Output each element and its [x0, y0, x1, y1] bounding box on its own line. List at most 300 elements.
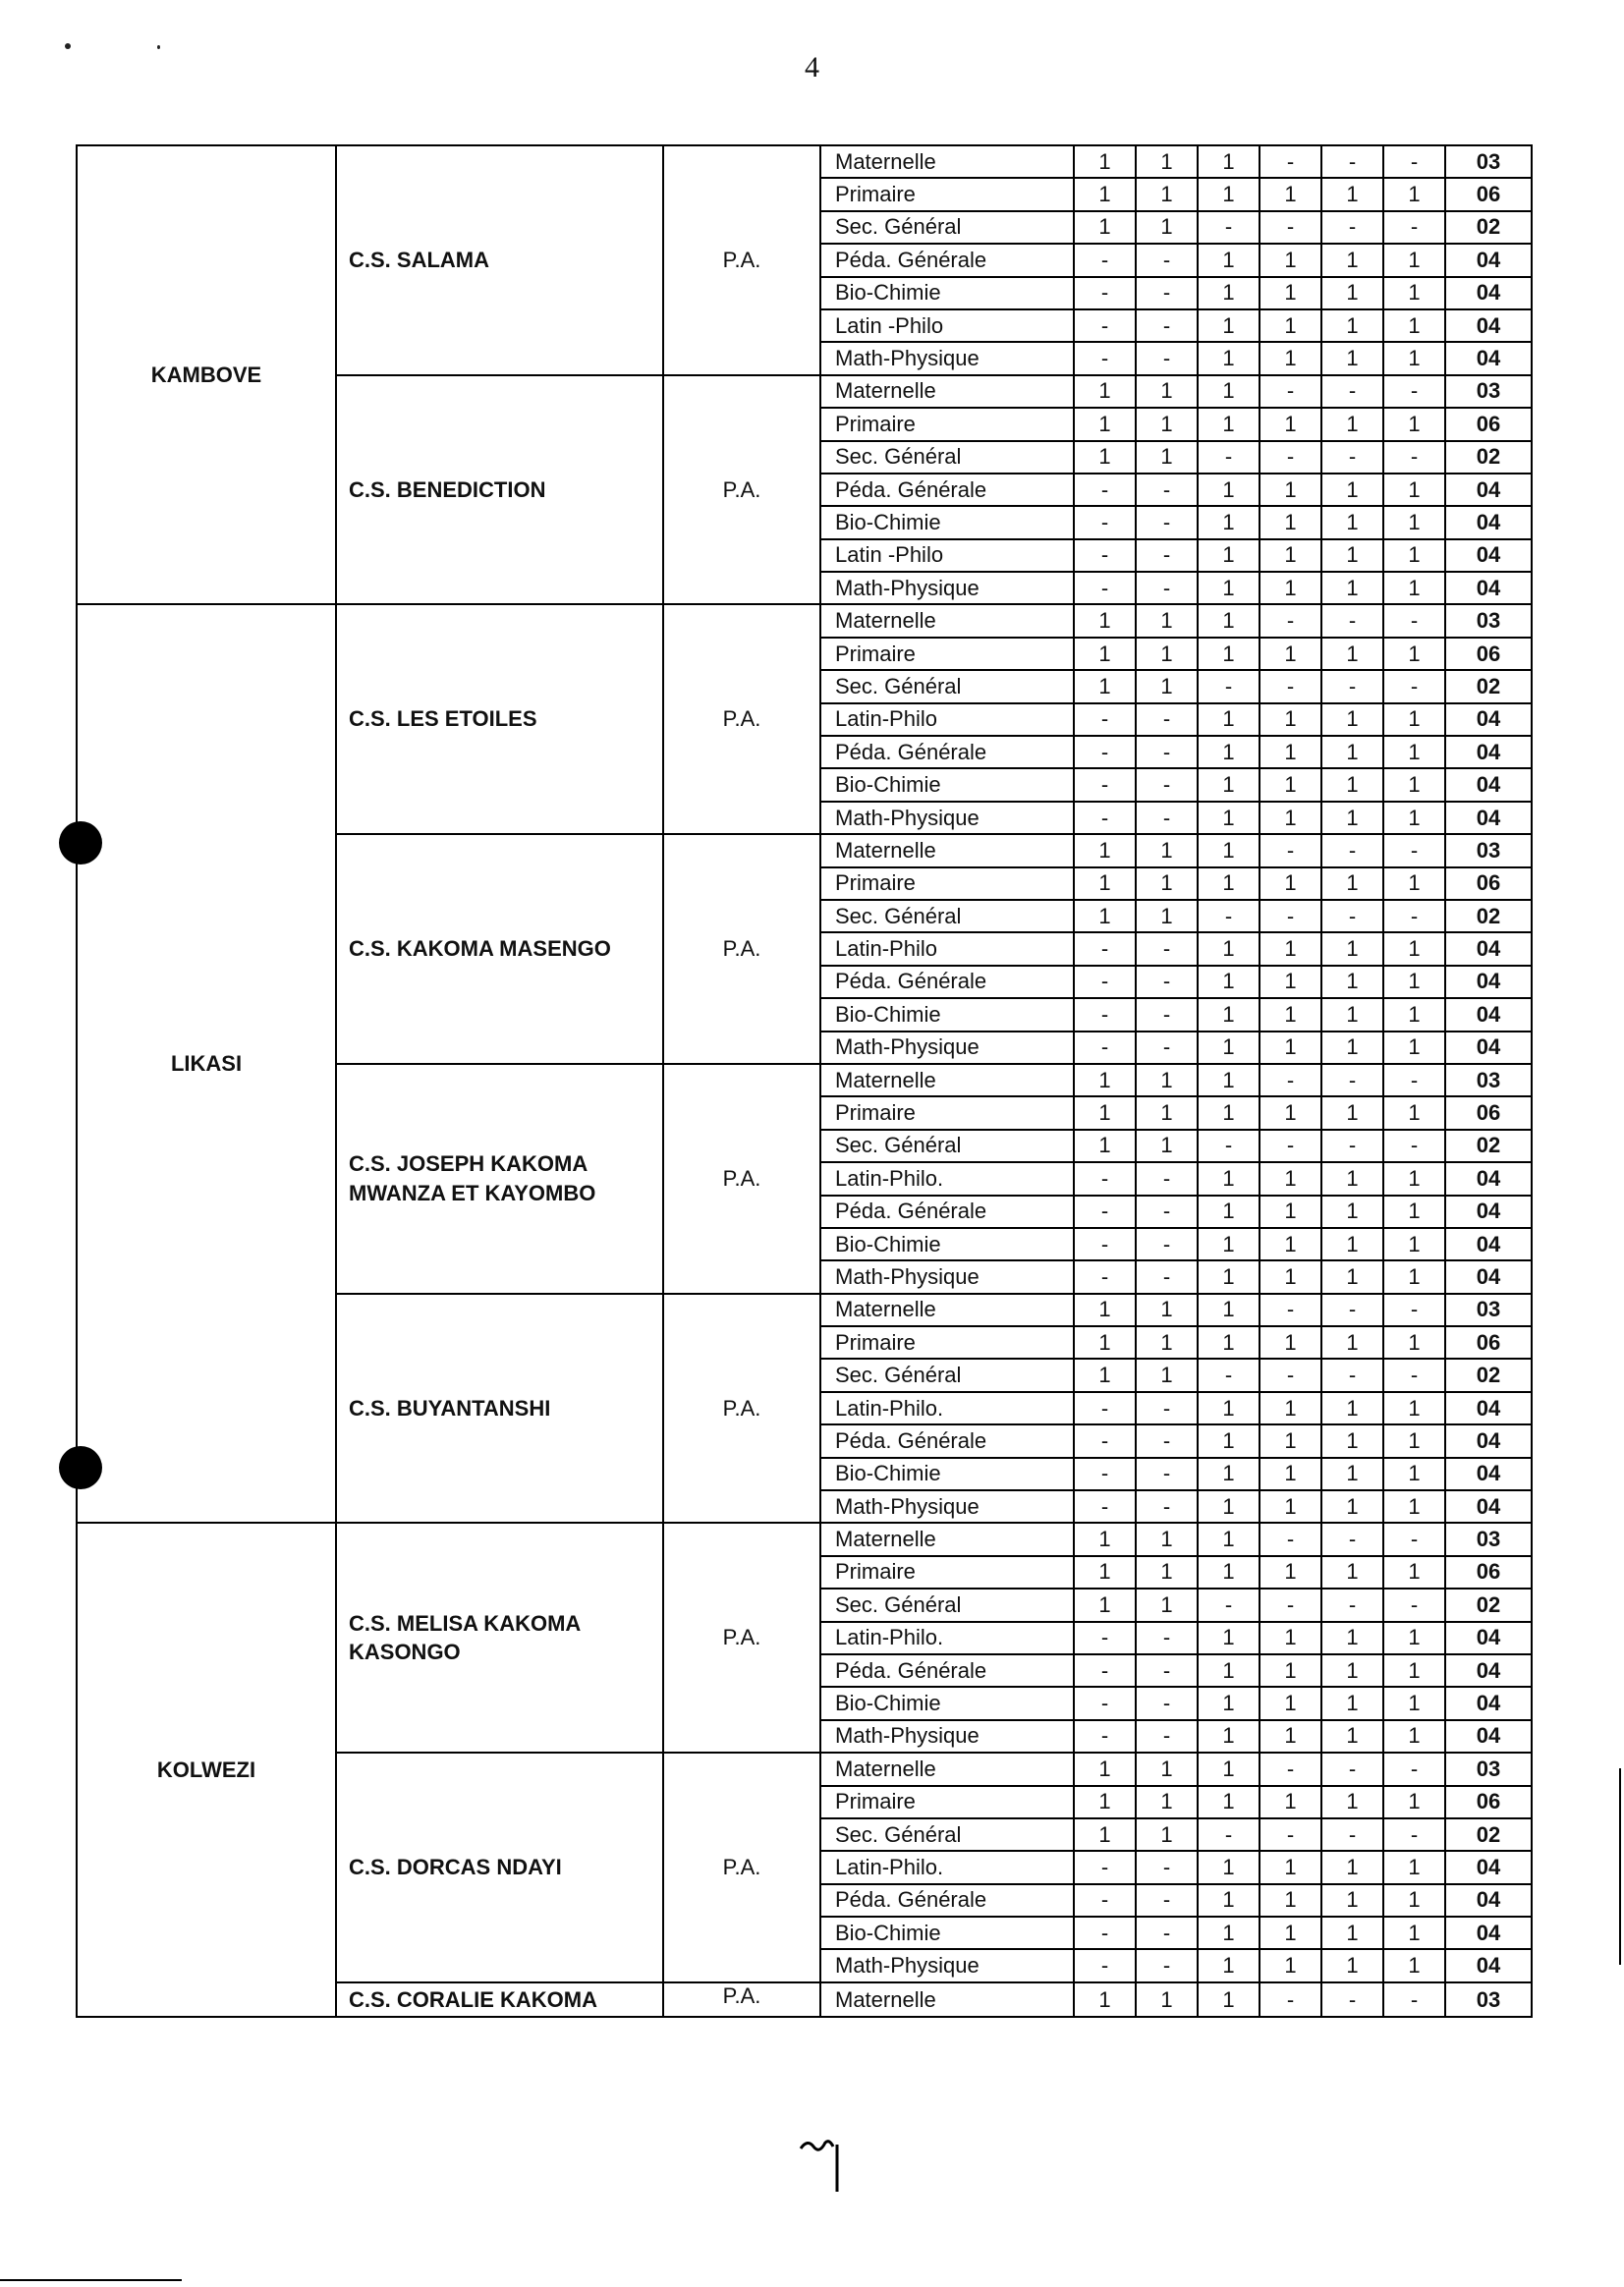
year-count-cell: 1 [1260, 1392, 1321, 1424]
year-count-cell: - [1321, 1589, 1383, 1621]
year-count-cell: - [1260, 670, 1321, 702]
total-cell: 04 [1445, 1162, 1532, 1195]
year-count-cell: 1 [1198, 1982, 1260, 2017]
school-name: C.S. CORALIE KAKOMA [349, 1986, 597, 2012]
total-cell: 04 [1445, 736, 1532, 768]
year-count-cell: - [1136, 1720, 1198, 1753]
total-cell: 02 [1445, 1589, 1532, 1621]
year-count-cell: 1 [1198, 1294, 1260, 1326]
year-count-cell: 1 [1074, 1786, 1136, 1818]
year-count-cell: 1 [1074, 1359, 1136, 1391]
section-label: Sec. Général [820, 900, 1074, 932]
section-label: Maternelle [820, 604, 1074, 637]
total-cell: 04 [1445, 474, 1532, 506]
year-count-cell: - [1198, 441, 1260, 474]
total-cell: 02 [1445, 1818, 1532, 1851]
school-name-cell [336, 1294, 663, 1524]
year-count-cell: 1 [1260, 1654, 1321, 1687]
year-count-cell: 1 [1321, 1622, 1383, 1654]
total-cell: 04 [1445, 932, 1532, 965]
year-count-cell: - [1074, 1392, 1136, 1424]
school-name: C.S. MELISA KAKOMA KASONGO [349, 1610, 581, 1665]
section-label: Math-Physique [820, 342, 1074, 374]
year-count-cell: 1 [1198, 474, 1260, 506]
section-label: Math-Physique [820, 1949, 1074, 1981]
section-label: Math-Physique [820, 802, 1074, 834]
year-count-cell: - [1074, 309, 1136, 342]
year-count-cell: 1 [1136, 1786, 1198, 1818]
year-count-cell: 1 [1321, 1096, 1383, 1129]
year-count-cell: 1 [1198, 1753, 1260, 1785]
year-count-cell: - [1074, 1884, 1136, 1917]
year-count-cell: - [1074, 1917, 1136, 1949]
year-count-cell: 1 [1321, 342, 1383, 374]
section-label: Latin -Philo [820, 539, 1074, 572]
year-count-cell: - [1383, 604, 1445, 637]
section-label: Péda. Générale [820, 1196, 1074, 1228]
section-label: Péda. Générale [820, 474, 1074, 506]
year-count-cell: - [1321, 441, 1383, 474]
year-count-cell: 1 [1383, 1196, 1445, 1228]
year-count-cell: - [1260, 1818, 1321, 1851]
year-count-cell: - [1260, 1589, 1321, 1621]
year-count-cell: 1 [1074, 900, 1136, 932]
year-count-cell: - [1074, 1687, 1136, 1719]
year-count-cell: 1 [1074, 604, 1136, 637]
year-count-cell: 1 [1260, 178, 1321, 210]
year-count-cell: 1 [1074, 375, 1136, 408]
year-count-cell: 1 [1321, 1326, 1383, 1359]
year-count-cell: - [1136, 768, 1198, 801]
year-count-cell: 1 [1321, 178, 1383, 210]
year-count-cell: 1 [1321, 1162, 1383, 1195]
year-count-cell: 1 [1260, 1851, 1321, 1883]
year-count-cell: 1 [1198, 998, 1260, 1031]
school-name: C.S. DORCAS NDAYI [349, 1855, 562, 1880]
year-count-cell: 1 [1198, 638, 1260, 670]
year-count-cell: 1 [1383, 998, 1445, 1031]
section-label: Sec. Général [820, 670, 1074, 702]
year-count-cell: - [1136, 309, 1198, 342]
year-count-cell: - [1260, 1982, 1321, 2017]
section-label: Péda. Générale [820, 736, 1074, 768]
year-count-cell: - [1321, 1359, 1383, 1391]
year-count-cell: 1 [1260, 1720, 1321, 1753]
year-count-cell: 1 [1260, 309, 1321, 342]
city-cell: KAMBOVE [77, 145, 336, 604]
year-count-cell: - [1321, 1753, 1383, 1785]
year-count-cell: 1 [1136, 1064, 1198, 1096]
year-count-cell: - [1198, 1818, 1260, 1851]
year-count-cell: - [1136, 1490, 1198, 1523]
year-count-cell: 1 [1136, 375, 1198, 408]
year-count-cell: 1 [1198, 342, 1260, 374]
year-count-cell: 1 [1321, 1458, 1383, 1490]
year-count-cell: 1 [1074, 1523, 1136, 1555]
year-count-cell: 1 [1136, 1359, 1198, 1391]
year-count-cell: 1 [1260, 1228, 1321, 1260]
year-count-cell: 1 [1074, 145, 1136, 178]
status-cell: P.A. [663, 375, 820, 605]
year-count-cell: 1 [1383, 1032, 1445, 1064]
total-cell: 04 [1445, 1260, 1532, 1293]
year-count-cell: 1 [1383, 867, 1445, 900]
year-count-cell: 1 [1321, 1851, 1383, 1883]
year-count-cell: - [1260, 900, 1321, 932]
section-label: Primaire [820, 1786, 1074, 1818]
total-cell: 04 [1445, 998, 1532, 1031]
year-count-cell: 1 [1321, 244, 1383, 276]
year-count-cell: 1 [1260, 1260, 1321, 1293]
year-count-cell: 1 [1383, 1424, 1445, 1457]
section-label: Bio-Chimie [820, 1917, 1074, 1949]
year-count-cell: - [1136, 1917, 1198, 1949]
total-cell: 03 [1445, 1064, 1532, 1096]
year-count-cell: 1 [1074, 1818, 1136, 1851]
year-count-cell: 1 [1383, 506, 1445, 538]
total-cell: 06 [1445, 1326, 1532, 1359]
year-count-cell: - [1074, 1949, 1136, 1981]
year-count-cell: 1 [1074, 211, 1136, 244]
total-cell: 04 [1445, 572, 1532, 604]
year-count-cell: 1 [1383, 309, 1445, 342]
total-cell: 04 [1445, 309, 1532, 342]
school-name-cell [336, 1982, 663, 2017]
total-cell: 04 [1445, 1490, 1532, 1523]
year-count-cell: 1 [1383, 539, 1445, 572]
year-count-cell: - [1198, 1130, 1260, 1162]
section-label: Bio-Chimie [820, 506, 1074, 538]
year-count-cell: 1 [1198, 1196, 1260, 1228]
year-count-cell: 1 [1198, 1032, 1260, 1064]
year-count-cell: 1 [1321, 309, 1383, 342]
year-count-cell: - [1260, 375, 1321, 408]
section-label: Péda. Générale [820, 1884, 1074, 1917]
section-label: Maternelle [820, 1064, 1074, 1096]
section-label: Latin-Philo. [820, 1622, 1074, 1654]
year-count-cell: - [1383, 1523, 1445, 1555]
section-label: Sec. Général [820, 441, 1074, 474]
total-cell: 02 [1445, 900, 1532, 932]
section-label: Bio-Chimie [820, 998, 1074, 1031]
year-count-cell: 1 [1321, 474, 1383, 506]
year-count-cell: 1 [1198, 572, 1260, 604]
section-label: Maternelle [820, 145, 1074, 178]
page-number: 4 [805, 51, 819, 84]
year-count-cell: - [1321, 1130, 1383, 1162]
year-count-cell: - [1074, 572, 1136, 604]
year-count-cell: - [1074, 474, 1136, 506]
year-count-cell: 1 [1074, 1326, 1136, 1359]
year-count-cell: 1 [1198, 802, 1260, 834]
total-cell: 04 [1445, 1917, 1532, 1949]
year-count-cell: 1 [1260, 1162, 1321, 1195]
total-cell: 03 [1445, 604, 1532, 637]
section-label: Maternelle [820, 1523, 1074, 1555]
section-label: Maternelle [820, 1982, 1074, 2017]
total-cell: 04 [1445, 1032, 1532, 1064]
year-count-cell: 1 [1260, 802, 1321, 834]
year-count-cell: - [1136, 342, 1198, 374]
year-count-cell: 1 [1198, 1917, 1260, 1949]
year-count-cell: 1 [1383, 1458, 1445, 1490]
year-count-cell: - [1074, 1654, 1136, 1687]
footer-rule [0, 2279, 182, 2281]
total-cell: 02 [1445, 670, 1532, 702]
year-count-cell: 1 [1136, 1096, 1198, 1129]
year-count-cell: 1 [1321, 506, 1383, 538]
year-count-cell: 1 [1321, 1556, 1383, 1589]
section-label: Latin-Philo [820, 932, 1074, 965]
year-count-cell: - [1321, 211, 1383, 244]
section-label: Bio-Chimie [820, 768, 1074, 801]
year-count-cell: 1 [1136, 670, 1198, 702]
year-count-cell: 1 [1198, 375, 1260, 408]
status-cell: P.A. [663, 1523, 820, 1753]
year-count-cell: 1 [1321, 1949, 1383, 1981]
year-count-cell: - [1383, 670, 1445, 702]
year-count-cell: - [1383, 145, 1445, 178]
section-label: Primaire [820, 1326, 1074, 1359]
year-count-cell: - [1136, 1228, 1198, 1260]
year-count-cell: 1 [1198, 834, 1260, 866]
year-count-cell: - [1321, 145, 1383, 178]
year-count-cell: - [1074, 1622, 1136, 1654]
year-count-cell: 1 [1321, 867, 1383, 900]
schools-table-body [77, 145, 1532, 2017]
status-cell: P.A. [663, 1064, 820, 1294]
year-count-cell: - [1198, 900, 1260, 932]
year-count-cell: - [1136, 506, 1198, 538]
year-count-cell: 1 [1260, 506, 1321, 538]
year-count-cell: - [1260, 1359, 1321, 1391]
section-label: Primaire [820, 408, 1074, 440]
year-count-cell: 1 [1198, 1458, 1260, 1490]
total-cell: 04 [1445, 1720, 1532, 1753]
year-count-cell: 1 [1383, 802, 1445, 834]
year-count-cell: 1 [1260, 1687, 1321, 1719]
year-count-cell: 1 [1383, 1654, 1445, 1687]
year-count-cell: 1 [1383, 1228, 1445, 1260]
year-count-cell: 1 [1383, 572, 1445, 604]
section-label: Péda. Générale [820, 1654, 1074, 1687]
year-count-cell: - [1383, 1130, 1445, 1162]
section-label: Math-Physique [820, 1260, 1074, 1293]
section-label: Péda. Générale [820, 966, 1074, 998]
section-label: Maternelle [820, 834, 1074, 866]
year-count-cell: - [1383, 1359, 1445, 1391]
year-count-cell: - [1136, 572, 1198, 604]
year-count-cell: 1 [1260, 703, 1321, 736]
section-label: Math-Physique [820, 1720, 1074, 1753]
total-cell: 06 [1445, 1556, 1532, 1589]
year-count-cell: - [1198, 1589, 1260, 1621]
school-name: C.S. LES ETOILES [349, 706, 537, 732]
section-label: Sec. Général [820, 1818, 1074, 1851]
year-count-cell: 1 [1136, 900, 1198, 932]
year-count-cell: 1 [1074, 638, 1136, 670]
year-count-cell: - [1383, 1294, 1445, 1326]
year-count-cell: - [1383, 1753, 1445, 1785]
year-count-cell: 1 [1321, 1687, 1383, 1719]
total-cell: 06 [1445, 178, 1532, 210]
year-count-cell: 1 [1198, 145, 1260, 178]
year-count-cell: - [1260, 604, 1321, 637]
year-count-cell: - [1321, 1982, 1383, 2017]
year-count-cell: 1 [1383, 1949, 1445, 1981]
table-row [77, 145, 1532, 178]
year-count-cell: 1 [1136, 1130, 1198, 1162]
year-count-cell: 1 [1198, 1162, 1260, 1195]
section-label: Bio-Chimie [820, 277, 1074, 309]
year-count-cell: - [1074, 736, 1136, 768]
year-count-cell: 1 [1383, 932, 1445, 965]
year-count-cell: 1 [1321, 736, 1383, 768]
year-count-cell: 1 [1321, 1786, 1383, 1818]
year-count-cell: - [1260, 1130, 1321, 1162]
year-count-cell: 1 [1136, 1523, 1198, 1555]
year-count-cell: - [1136, 1949, 1198, 1981]
section-label: Math-Physique [820, 1032, 1074, 1064]
year-count-cell: - [1074, 244, 1136, 276]
school-name-cell [336, 604, 663, 834]
year-count-cell: 1 [1136, 1818, 1198, 1851]
school-name: C.S. JOSEPH KAKOMA MWANZA ET KAYOMBO [349, 1151, 596, 1205]
year-count-cell: - [1321, 834, 1383, 866]
year-count-cell: - [1136, 703, 1198, 736]
year-count-cell: - [1136, 966, 1198, 998]
year-count-cell: - [1136, 1392, 1198, 1424]
year-count-cell: - [1383, 834, 1445, 866]
total-cell: 03 [1445, 1753, 1532, 1785]
year-count-cell: 1 [1260, 1458, 1321, 1490]
year-count-cell: - [1074, 768, 1136, 801]
year-count-cell: - [1136, 1260, 1198, 1293]
year-count-cell: - [1136, 244, 1198, 276]
year-count-cell: 1 [1260, 572, 1321, 604]
total-cell: 06 [1445, 638, 1532, 670]
year-count-cell: 1 [1074, 441, 1136, 474]
year-count-cell: 1 [1260, 1096, 1321, 1129]
year-count-cell: - [1074, 1458, 1136, 1490]
year-count-cell: 1 [1198, 966, 1260, 998]
school-name-cell [336, 834, 663, 1064]
year-count-cell: 1 [1136, 408, 1198, 440]
year-count-cell: - [1383, 1064, 1445, 1096]
year-count-cell: 1 [1198, 1392, 1260, 1424]
year-count-cell: 1 [1074, 834, 1136, 866]
year-count-cell: 1 [1321, 1196, 1383, 1228]
year-count-cell: - [1383, 900, 1445, 932]
year-count-cell: 1 [1198, 768, 1260, 801]
year-count-cell: 1 [1074, 670, 1136, 702]
year-count-cell: 1 [1198, 244, 1260, 276]
year-count-cell: 1 [1198, 1064, 1260, 1096]
total-cell: 04 [1445, 1622, 1532, 1654]
section-label: Math-Physique [820, 1490, 1074, 1523]
year-count-cell: - [1136, 277, 1198, 309]
year-count-cell: - [1321, 1294, 1383, 1326]
section-label: Primaire [820, 1096, 1074, 1129]
school-name: C.S. SALAMA [349, 248, 489, 273]
year-count-cell: - [1260, 1523, 1321, 1555]
year-count-cell: - [1383, 375, 1445, 408]
year-count-cell: 1 [1321, 932, 1383, 965]
year-count-cell: - [1136, 1424, 1198, 1457]
year-count-cell: - [1383, 1818, 1445, 1851]
year-count-cell: - [1074, 1851, 1136, 1883]
year-count-cell: 1 [1260, 1786, 1321, 1818]
year-count-cell: 1 [1383, 244, 1445, 276]
section-label: Latin-Philo. [820, 1392, 1074, 1424]
year-count-cell: 1 [1198, 309, 1260, 342]
year-count-cell: 1 [1074, 1096, 1136, 1129]
year-count-cell: 1 [1260, 1949, 1321, 1981]
section-label: Primaire [820, 867, 1074, 900]
year-count-cell: 1 [1136, 1982, 1198, 2017]
year-count-cell: 1 [1260, 1196, 1321, 1228]
year-count-cell: 1 [1321, 1228, 1383, 1260]
year-count-cell: 1 [1260, 1884, 1321, 1917]
year-count-cell: 1 [1198, 1654, 1260, 1687]
section-label: Maternelle [820, 375, 1074, 408]
year-count-cell: - [1260, 145, 1321, 178]
year-count-cell: 1 [1198, 1096, 1260, 1129]
total-cell: 04 [1445, 1949, 1532, 1981]
section-label: Primaire [820, 1556, 1074, 1589]
year-count-cell: - [1136, 932, 1198, 965]
year-count-cell: 1 [1136, 1326, 1198, 1359]
year-count-cell: 1 [1198, 1720, 1260, 1753]
year-count-cell: - [1383, 211, 1445, 244]
year-count-cell: 1 [1136, 638, 1198, 670]
year-count-cell: 1 [1260, 638, 1321, 670]
year-count-cell: - [1074, 342, 1136, 374]
year-count-cell: 1 [1136, 1556, 1198, 1589]
year-count-cell: - [1074, 1260, 1136, 1293]
school-name-cell [336, 1523, 663, 1753]
total-cell: 02 [1445, 441, 1532, 474]
total-cell: 06 [1445, 867, 1532, 900]
year-count-cell: 1 [1321, 277, 1383, 309]
year-count-cell: - [1383, 1589, 1445, 1621]
year-count-cell: - [1136, 1162, 1198, 1195]
year-count-cell: 1 [1136, 834, 1198, 866]
year-count-cell: - [1198, 670, 1260, 702]
year-count-cell: - [1136, 1032, 1198, 1064]
year-count-cell: 1 [1260, 408, 1321, 440]
section-label: Primaire [820, 638, 1074, 670]
school-name: C.S. BUYANTANSHI [349, 1395, 551, 1421]
year-count-cell: - [1074, 277, 1136, 309]
year-count-cell: 1 [1383, 1687, 1445, 1719]
year-count-cell: - [1074, 539, 1136, 572]
year-count-cell: 1 [1383, 408, 1445, 440]
year-count-cell: 1 [1260, 1032, 1321, 1064]
year-count-cell: 1 [1383, 1392, 1445, 1424]
table-row [77, 1523, 1532, 1555]
year-count-cell: - [1136, 1851, 1198, 1883]
scan-edge-line [1619, 1768, 1621, 1965]
year-count-cell: 1 [1198, 1851, 1260, 1883]
year-count-cell: 1 [1383, 736, 1445, 768]
section-label: Sec. Général [820, 1130, 1074, 1162]
year-count-cell: - [1074, 703, 1136, 736]
year-count-cell: 1 [1074, 1753, 1136, 1785]
total-cell: 02 [1445, 1359, 1532, 1391]
year-count-cell: 1 [1198, 1687, 1260, 1719]
year-count-cell: 1 [1074, 867, 1136, 900]
